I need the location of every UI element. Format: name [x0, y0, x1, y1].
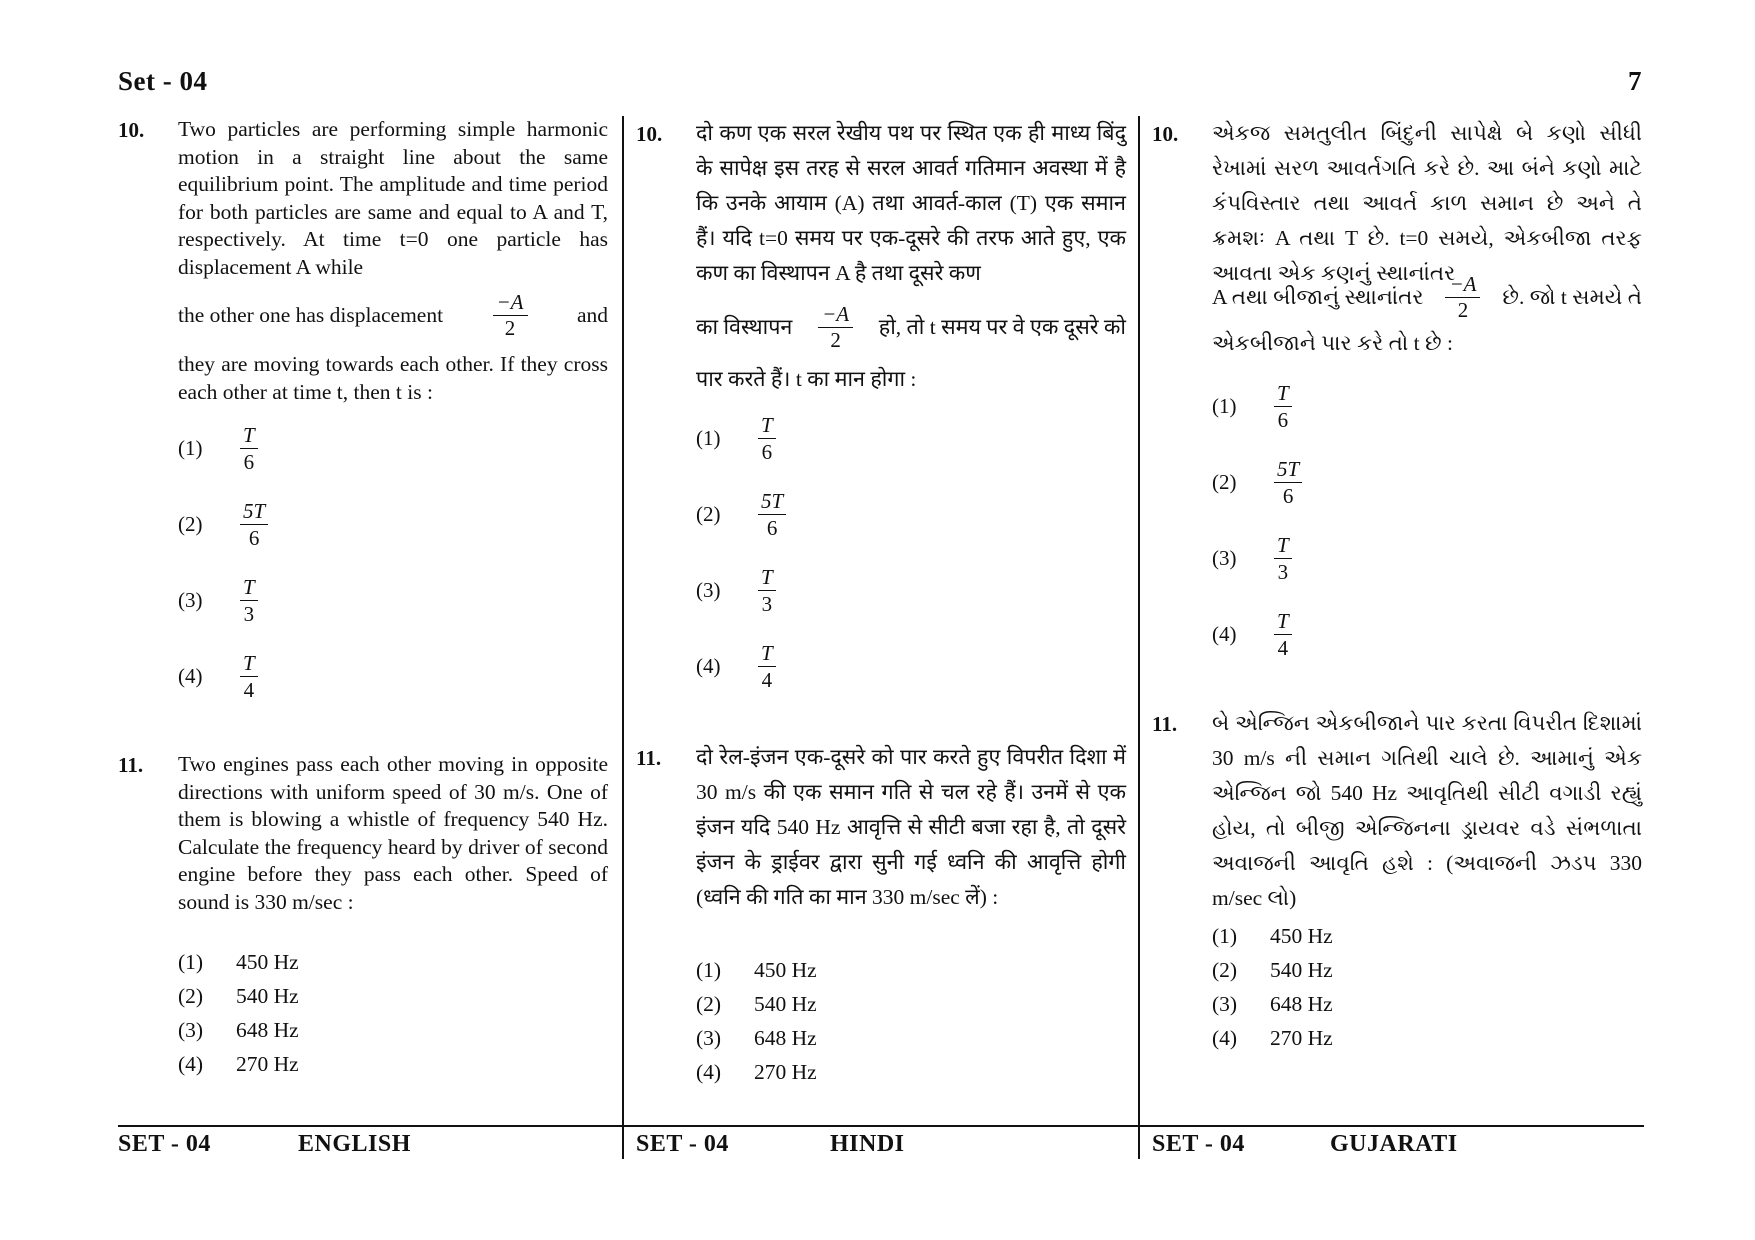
- fraction: $\frac{-A}{2}$: [493, 290, 528, 341]
- option-1[interactable]: (1) 450 Hz: [696, 958, 817, 982]
- column-divider-2: [1138, 116, 1140, 1159]
- question-number: 10.: [118, 118, 145, 142]
- question-number: 11.: [1152, 712, 1178, 736]
- question-text: दो कण एक सरल रेखीय पथ पर स्थित एक ही माध्य बिंदु के सापेक्ष इस तरह से सरल आवर्त गतिमान अवस्था में है कि उनके आयाम (A) तथा आवर्त-काल (T) एक समान हैं। यदि t=0 समय पर एक-दूसरे की तरफ आते हुए, एक कण का विस्थापन A है तथा दूसरे कण: [696, 121, 1126, 285]
- set-title: Set - 04: [118, 66, 208, 96]
- question-number: 11.: [118, 753, 144, 777]
- option-3[interactable]: (3) 648 Hz: [1212, 992, 1333, 1016]
- question-text: पार करते हैं। t का मान होगा :: [696, 367, 917, 391]
- option-1[interactable]: (1) $\frac{T}{6}$: [696, 412, 776, 465]
- footer-set: SET - 04: [1152, 1131, 1245, 1157]
- question-text: Two particles are performing simple harmonic motion in a straight line about the same equilibrium point. The amplitude and time period for both particles are same and equal to A and T, respectively. At time t=0 one particle has displacement A while: [178, 117, 608, 279]
- question-text-fraction-line: the other one has displacement $\frac{-A}{2}$ and: [178, 290, 608, 340]
- option-1[interactable]: (1) $\frac{T}{6}$: [1212, 380, 1292, 433]
- option-2[interactable]: (2) 540 Hz: [178, 984, 299, 1008]
- footer-language: ENGLISH: [298, 1131, 411, 1157]
- footer-rule: [118, 1125, 1644, 1127]
- fraction: $\frac{-A}{2}$: [1445, 272, 1480, 323]
- fraction: $\frac{-A}{2}$: [818, 302, 853, 353]
- question-text: Two engines pass each other moving in opposite directions with uniform speed of 30 m/s. One of them is blowing a whistle of frequency 540 Hz. Calculate the frequency heard by driver of second engine before they pass each other. Speed of sound is 330 m/sec :: [178, 752, 608, 914]
- option-2[interactable]: (2) 540 Hz: [696, 992, 817, 1016]
- question-text-fraction-line: A તથા બીજાનું સ્થાનાંતર $\frac{-A}{2}$ છે. જો t સમયે તે: [1212, 272, 1642, 322]
- option-3[interactable]: (3) $\frac{T}{3}$: [178, 574, 258, 627]
- option-2[interactable]: (2) $\frac{5T}{6}$: [696, 488, 786, 541]
- option-4[interactable]: (4) 270 Hz: [696, 1060, 817, 1084]
- question-text: दो रेल-इंजन एक-दूसरे को पार करते हुए विपरीत दिशा में 30 m/s की एक समान गति से चल रहे हैं। उनमें से एक इंजन यदि 540 Hz आवृत्ति से सीटी बजा रहा है, तो दूसरे इंजन के ड्राईवर द्वारा सुनी गई ध्वनि की आवृत्ति होगी (ध्वनि की गति का मान 330 m/sec लें) :: [696, 745, 1126, 909]
- question-text: એકબીજાને પાર કરે તો t છે :: [1212, 331, 1453, 355]
- footer-set: SET - 04: [636, 1131, 729, 1157]
- option-4[interactable]: (4) $\frac{T}{4}$: [1212, 608, 1292, 661]
- footer-language: GUJARATI: [1330, 1131, 1458, 1157]
- option-4[interactable]: (4) 270 Hz: [178, 1052, 299, 1076]
- option-3[interactable]: (3) 648 Hz: [178, 1018, 299, 1042]
- question-number: 10.: [636, 122, 663, 146]
- option-2[interactable]: (2) $\frac{5T}{6}$: [178, 498, 268, 551]
- question-number: 11.: [636, 746, 662, 770]
- question-text: એકજ સમતુલીત બિંદુની સાપેક્ષે બે કણો સીધી રેખામાં સરળ આવર્તગતિ કરે છે. આ બંને કણો માટે કંપવિસ્તાર તથા આવર્ત કાળ સમાન છે અને તે ક્રમશઃ A તથા T છે. t=0 સમયે, એકબીજા તરફ આવતા એક કણનું સ્થાનાંતર: [1212, 121, 1642, 285]
- option-3[interactable]: (3) $\frac{T}{3}$: [1212, 532, 1292, 585]
- question-text: બે એન્જિન એકબીજાને પાર કરતા વિપરીત દિશામાં 30 m/s ની સમાન ગતિથી ચાલે છે. આમાનું એક એન્જિન જો 540 Hz આવૃતિથી સીટી વગાડી રહ્યું હોય, તો બીજી એન્જિનના ડ્રાયવર વડે સંભળાતા અવાજની આવૃતિ હશે : (અવાજની ઝડપ 330 m/sec લો): [1212, 711, 1642, 910]
- question-text: they are moving towards each other. If they cross each other at time t, then t is :: [178, 352, 608, 404]
- option-1[interactable]: (1) 450 Hz: [178, 950, 299, 974]
- option-2[interactable]: (2) 540 Hz: [1212, 958, 1333, 982]
- page-number: 7: [1628, 66, 1642, 96]
- footer-set: SET - 04: [118, 1131, 211, 1157]
- option-3[interactable]: (3) $\frac{T}{3}$: [696, 564, 776, 617]
- footer-language: HINDI: [830, 1131, 905, 1157]
- option-4[interactable]: (4) 270 Hz: [1212, 1026, 1333, 1050]
- option-4[interactable]: (4) $\frac{T}{4}$: [178, 650, 258, 703]
- option-1[interactable]: (1) $\frac{T}{6}$: [178, 422, 258, 475]
- option-4[interactable]: (4) $\frac{T}{4}$: [696, 640, 776, 693]
- question-text-fraction-line: का विस्थापन $\frac{-A}{2}$ हो, तो t समय पर वे एक दूसरे को: [696, 302, 1126, 352]
- option-3[interactable]: (3) 648 Hz: [696, 1026, 817, 1050]
- question-number: 10.: [1152, 122, 1179, 146]
- option-1[interactable]: (1) 450 Hz: [1212, 924, 1333, 948]
- column-divider-1: [622, 116, 624, 1159]
- option-2[interactable]: (2) $\frac{5T}{6}$: [1212, 456, 1302, 509]
